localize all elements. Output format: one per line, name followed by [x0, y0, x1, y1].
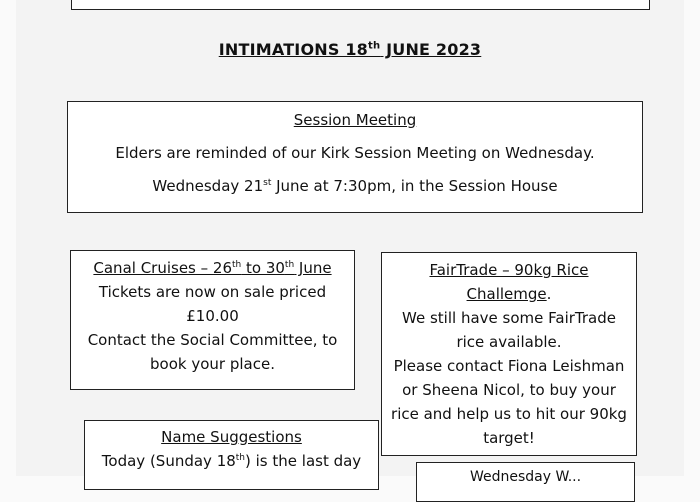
session-meeting-line2 [68, 174, 642, 198]
fairtrade-title-word: Challemge [466, 285, 547, 303]
session-line2-sup: st [263, 178, 272, 188]
canal-title-b: to 30 [241, 259, 285, 277]
fairtrade-title-line2 [382, 282, 636, 306]
page-title-sup: th [368, 40, 381, 52]
canal-title-a: Canal Cruises – 26 [93, 259, 232, 277]
fairtrade-line: We still have some FairTrade [402, 309, 616, 327]
canal-line: £10.00 [186, 307, 239, 325]
name-suggestions-line1 [85, 449, 378, 473]
canal-line: book your place. [150, 355, 275, 373]
fairtrade-line: target! [483, 429, 535, 447]
session-meeting-line1: Elders are reminded of our Kirk Session Meeting on Wednesday. [115, 144, 595, 162]
canal-title-sup2: th [284, 260, 295, 270]
page-title-text: INTIMATIONS 18 [218, 40, 369, 59]
wednesday-box [416, 462, 635, 502]
session-meeting-box [67, 101, 643, 213]
session-meeting-title: Session Meeting [293, 111, 417, 129]
name-suggestions-title: Name Suggestions [161, 428, 302, 446]
session-line2-b: June at 7:30pm, in the Session House [271, 177, 558, 195]
names-line1-sup: th [235, 453, 246, 463]
fairtrade-title-dot: . [546, 285, 552, 303]
fairtrade-line: Please contact Fiona Leishman [393, 357, 625, 375]
names-line1-b: ) is the last day [245, 452, 362, 470]
canal-line: Contact the Social Committee, to [87, 331, 338, 349]
canal-title-sup1: th [232, 260, 242, 270]
page-title [0, 40, 700, 59]
names-line1-a: Today (Sunday 18 [101, 452, 236, 470]
name-suggestions-box [84, 420, 379, 490]
fairtrade-line: rice and help us to hit our 90kg [391, 405, 627, 423]
session-line2-a: Wednesday 21 [152, 177, 264, 195]
previous-notice-box [71, 0, 650, 10]
fairtrade-box [381, 252, 637, 456]
canal-line: Tickets are now on sale priced [98, 283, 327, 301]
page-title-rest: JUNE 2023 [380, 40, 482, 59]
canal-cruises-box [70, 250, 355, 390]
canal-title-c: June [294, 259, 332, 277]
fairtrade-line: or Sheena Nicol, to buy your [402, 381, 616, 399]
fairtrade-title-line1: FairTrade – 90kg Rice [429, 261, 589, 279]
wednesday-title: Wednesday W... [469, 469, 582, 485]
canal-cruises-title [71, 256, 354, 280]
fairtrade-line: rice available. [456, 333, 562, 351]
